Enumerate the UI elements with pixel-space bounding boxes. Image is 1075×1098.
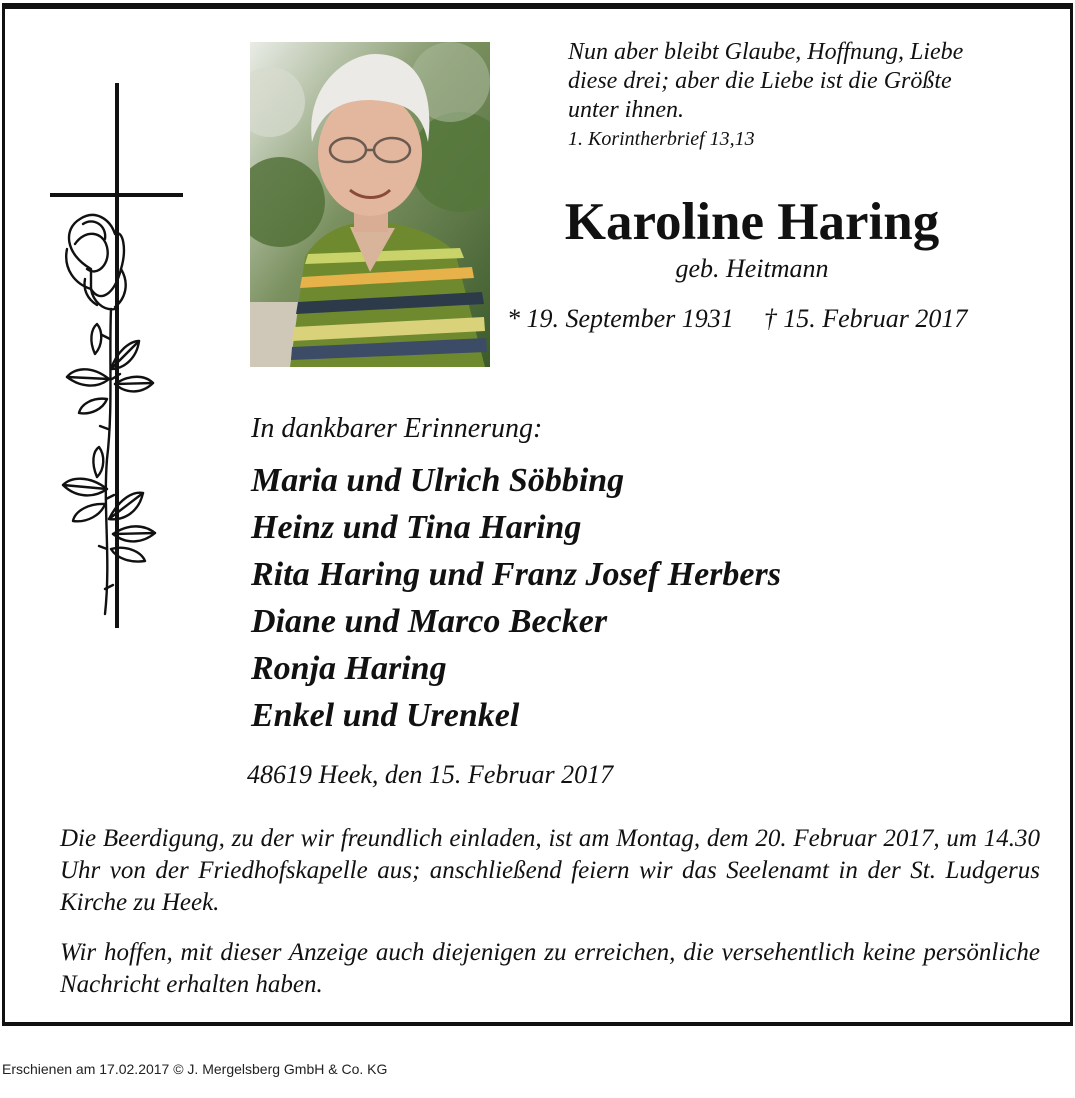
mourner-entry: Enkel und Urenkel xyxy=(251,697,520,734)
mourner-entry: Ronja Haring xyxy=(251,650,447,687)
deceased-name: Karoline Haring xyxy=(564,193,940,251)
verse-reference: 1. Korintherbrief 13,13 xyxy=(568,128,755,150)
verse-line: diese drei; aber die Liebe ist die Größte xyxy=(568,68,952,94)
place-and-date: 48619 Heek, den 15. Februar 2017 xyxy=(247,760,614,789)
bible-verse xyxy=(568,38,1048,153)
gratitude-heading: In dankbarer Erinnerung: xyxy=(251,413,543,444)
funeral-information: Die Beerdigung, zu der wir freundlich einladen, ist am Montag, dem 20. Februar 2017, um 14.30 Uhr von der Friedhofskapelle aus; anschließend feiern wir das Seelenamt in der St. Ludgerus Kirche zu Heek. xyxy=(60,825,1040,916)
mourners-list xyxy=(251,459,781,741)
notice-remark: Wir hoffen, mit dieser Anzeige auch diejenigen zu erreichen, die versehentlich keine persönliche Nachricht erhalten haben. xyxy=(60,939,1040,998)
cross-with-rose-icon xyxy=(45,79,195,639)
verse-line: unter ihnen. xyxy=(568,97,684,123)
obituary-notice xyxy=(2,3,1073,1026)
maiden-name: geb. Heitmann xyxy=(675,254,829,283)
life-dates xyxy=(507,302,1067,336)
verse-line: Nun aber bleibt Glaube, Hoffnung, Liebe xyxy=(568,39,964,65)
death-date: † 15. Februar 2017 xyxy=(763,304,968,333)
mourner-entry: Maria und Ulrich Söbbing xyxy=(251,462,625,499)
mourner-entry: Rita Haring und Franz Josef Herbers xyxy=(251,556,781,593)
birth-date: * 19. September 1931 xyxy=(507,304,734,333)
mourner-entry: Heinz und Tina Haring xyxy=(251,509,582,546)
publication-footer: Erschienen am 17.02.2017 © J. Mergelsberg GmbH & Co. KG xyxy=(2,1061,388,1077)
mourner-entry: Diane und Marco Becker xyxy=(251,603,608,640)
